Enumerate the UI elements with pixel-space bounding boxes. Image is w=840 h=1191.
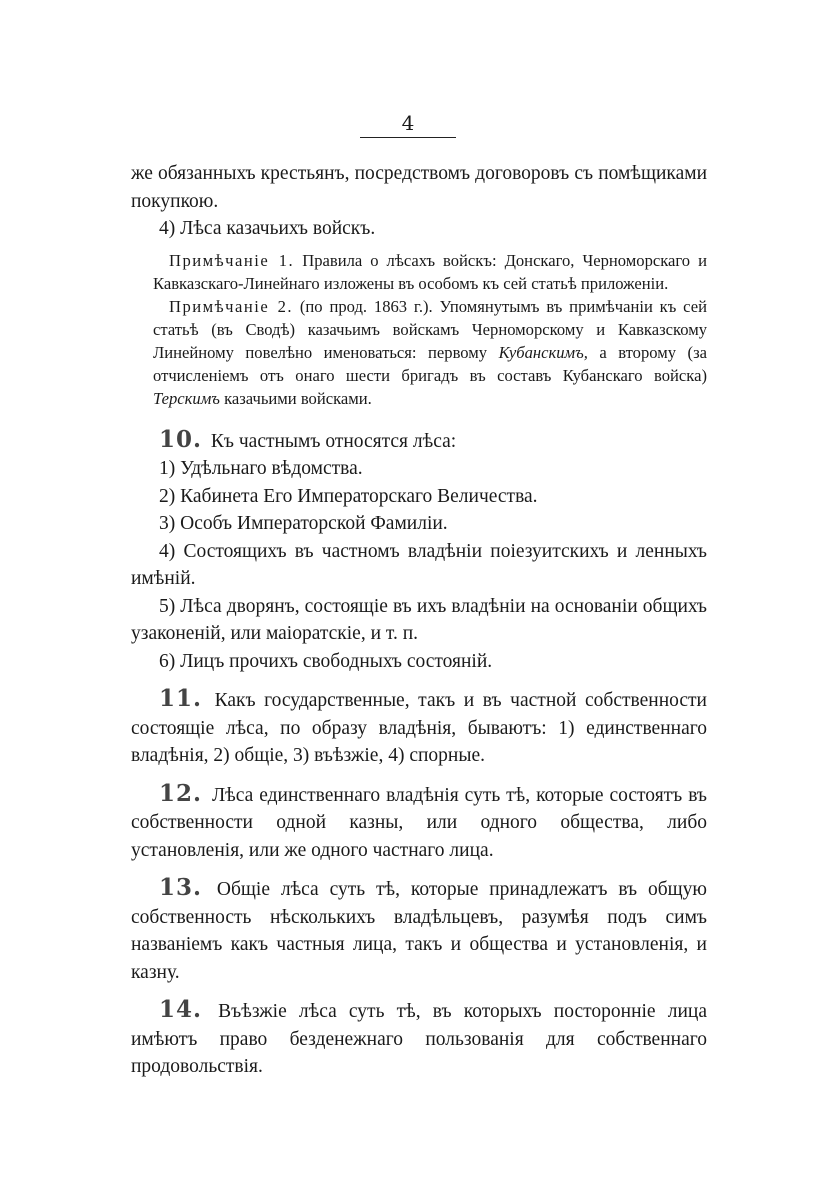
section-10-item: 4) Состоящихъ въ частномъ владѣніи поіезуитскихъ и ленныхъ имѣній.	[131, 540, 707, 589]
section-12	[131, 780, 707, 865]
section-11-text: Какъ государственные, такъ и въ частной собственности состоящіе лѣса, по образу владѣнія, бываютъ: 1) единственнаго владѣнія, 2) общіе, 3) въѣзжіе, 4) спорные.	[131, 690, 707, 766]
section-10-item: 2) Кабинета Его Императорскаго Величества.	[159, 485, 538, 507]
note-2-name-kuban: Кубанскимъ,	[498, 342, 588, 362]
intro-paragraph: же обязанныхъ крестьянъ, посредствомъ договоровъ съ помѣщиками покупкою.	[131, 163, 707, 212]
section-14-number: 14.	[159, 996, 203, 1023]
section-12-text: Лѣса единственнаго владѣнія суть тѣ, которые состоятъ въ собственности одной казны, или одного общества, либо установленія, или же одного частнаго лица.	[131, 784, 707, 861]
section-10-heading	[131, 426, 707, 456]
section-11	[131, 685, 707, 770]
note-2-label: Примѣчаніе 2.	[169, 296, 294, 316]
note-1-label: Примѣчаніе 1.	[169, 250, 295, 270]
note-2-text-c: казачьими войсками.	[219, 388, 372, 408]
section-13-number: 13.	[159, 874, 203, 901]
note-2-text-b: а второму (за отчисленіемъ отъ онаго шести бригадъ въ составъ Кубанскаго войска)	[153, 342, 707, 385]
page-number: 4	[401, 111, 415, 135]
note-2-text-a: (по прод. 1863 г.). Упомянутымъ въ примѣчаніи къ сей статьѣ (въ Сводѣ) казачьимъ войскамъ Черноморскому и Кавказскому Линейному повелѣно именоваться: первому	[153, 296, 707, 362]
section-10-item: 5) Лѣса дворянъ, состоящіе въ ихъ владѣніи на основаніи общихъ узаконеній, или маіоратскіе, и т. п.	[131, 595, 707, 644]
section-14-text: Въѣзжіе лѣса суть тѣ, въ которыхъ посторонніе лица имѣютъ право безденежнаго пользованія для собственнаго продовольствія.	[131, 1001, 707, 1077]
section-10-item: 6) Лицъ прочихъ свободныхъ состояній.	[159, 650, 493, 672]
notes-block	[131, 249, 707, 410]
header-rule	[360, 137, 456, 138]
section-10-text: Къ частнымъ относятся лѣса:	[206, 430, 457, 452]
section-14	[131, 996, 707, 1081]
note-2-name-terek: Терскимъ	[153, 388, 220, 408]
section-12-number: 12.	[159, 779, 203, 807]
page-body	[131, 160, 707, 1081]
list-item-4: 4) Лѣса казачьихъ войскъ.	[159, 218, 376, 239]
section-10-item: 1) Удѣльнаго вѣдомства.	[159, 458, 363, 479]
section-11-number: 11.	[159, 685, 203, 712]
section-10-item: 3) Особъ Императорской Фамиліи.	[159, 513, 448, 534]
section-13-text: Общіе лѣса суть тѣ, которые принадлежатъ въ общую собственность нѣсколькихъ владѣльцевъ, разумѣя подъ симъ названіемъ какъ частныя лица, такъ и общества и установленія, и казну.	[131, 879, 707, 983]
section-10-number: 10.	[159, 425, 203, 453]
section-13	[131, 874, 707, 986]
note-1-text: Правила о лѣсахъ войскъ: Донскаго, Черноморскаго и Кавказскаго-Линейнаго изложены въ особомъ къ сей статьѣ приложеніи.	[153, 250, 707, 293]
note-2	[153, 295, 707, 410]
note-1	[153, 249, 707, 295]
